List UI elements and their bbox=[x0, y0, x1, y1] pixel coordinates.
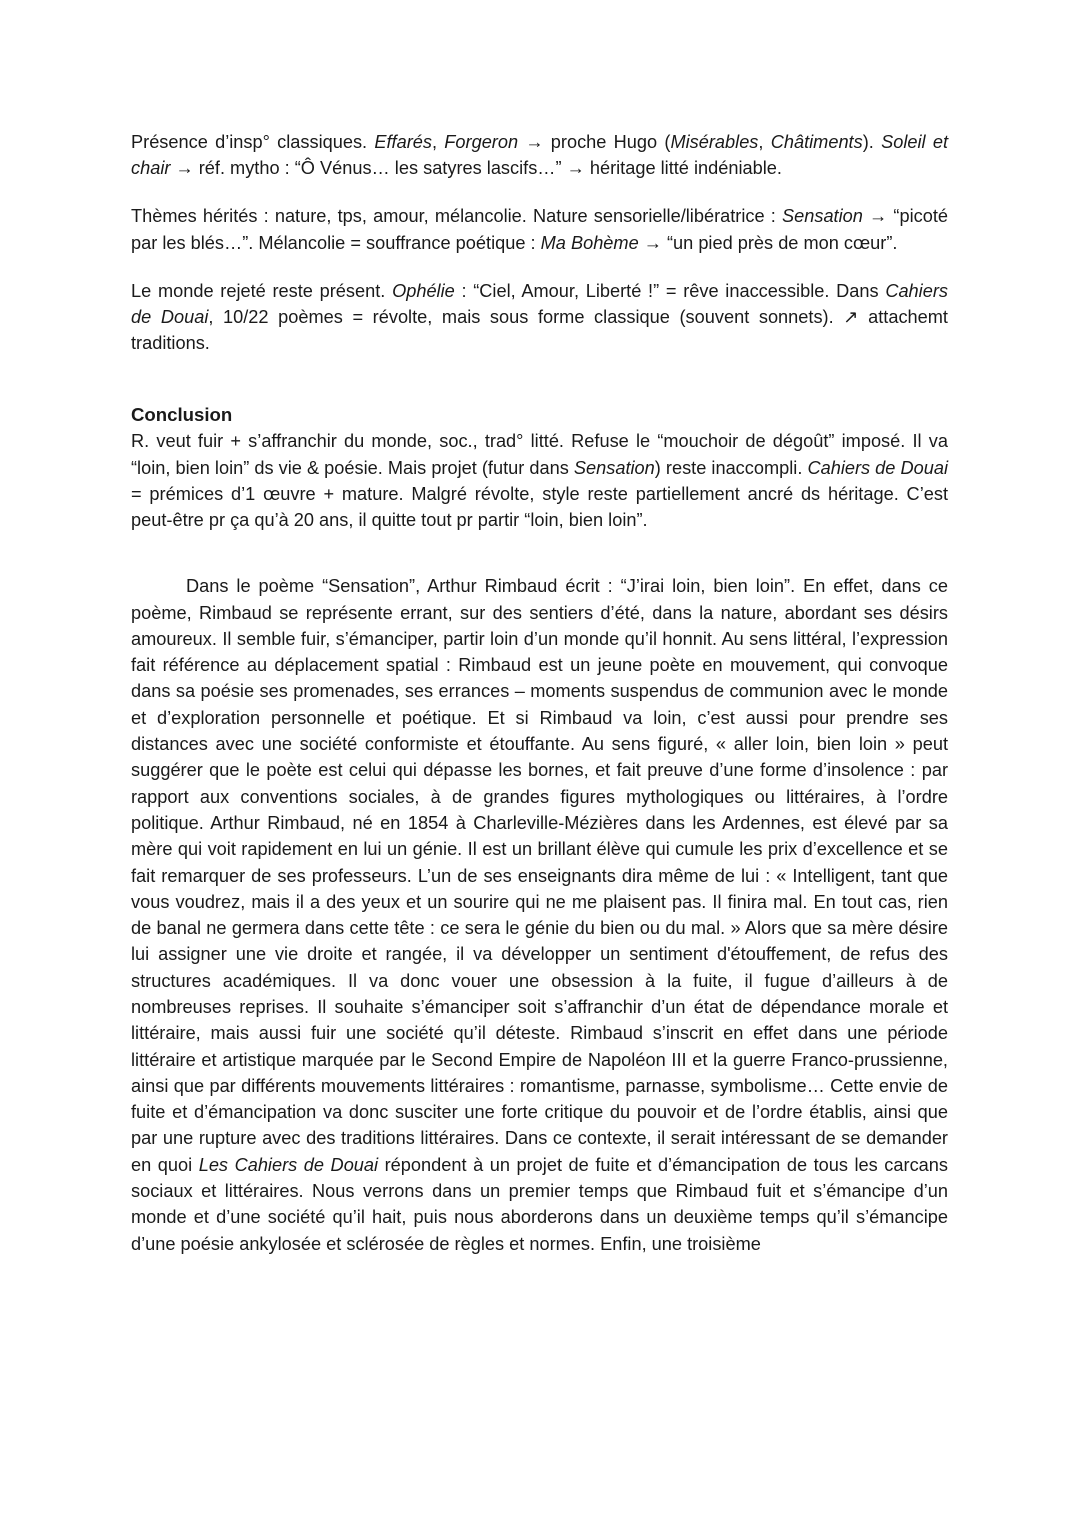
italic-title-text: Les Cahiers de Douai bbox=[198, 1154, 379, 1175]
note-paragraph-rejected-world bbox=[131, 278, 948, 357]
italic-title-text: Châtiments bbox=[770, 132, 863, 152]
italic-title-text: Sensation bbox=[573, 457, 655, 478]
italic-title-text: Effarés bbox=[374, 132, 432, 152]
italic-title-text: Soleil et chair bbox=[131, 132, 948, 179]
text-run: ). bbox=[862, 132, 882, 152]
italic-title-text: Forgeron bbox=[444, 132, 519, 152]
text-run: → “picoté par les blés…”. Mélancolie = souffrance poétique : bbox=[131, 206, 948, 253]
text-run: Dans le poème “Sensation”, Arthur Rimbaud écrit : “J’irai loin, bien loin”. En effet, dans ce poème, Rimbaud se représente errant, sur des sentiers d’été, dans la nature, abordant ses désirs amoureux. Il semble fuir, s’émanciper, partir loin d’un monde qu’il honnit. Au sens littéral, l’expression fait référence au déplacement spatial : Rimbaud est un jeune poète en mouvement, qui convoque dans sa poésie ses promenades, ses errances – moments suspendus de communion avec le monde et d’exploration personnelle et poétique. Et si Rimbaud va loin, c’est aussi pour prendre ses distances avec une société conformiste et étouffante. Au sens figuré, « aller loin, bien loin » peut suggérer que le poète est celui qui dépasse les bornes, et fait preuve d’une forme d’insolence : par rapport aux conventions sociales, à de grandes figures mythologiques ou littéraires, à l’ordre politique. Arthur Rimbaud, né en 1854 à Charleville-Mézières dans les Ardennes, est élevé par sa mère qui voit rapidement en lui un génie. Il est un brillant élève qui cumule les prix d’excellence et se fait remarquer de ses professeurs. L’un de ses enseignants dira même de lui : « Intelligent, tant que vous voudrez, mais il a des yeux et un sourire qui ne me plaisent pas. Il finira mal. En tout cas, rien de banal ne germera dans cette tête : ce sera le génie du bien ou du mal. » Alors que sa mère désire lui assigner une vie droite et rangée, il va développer un sentiment d'étouffement, de refus des structures académiques. Il va donc vouer une obsession à la fuite, il fugue d’ailleurs à de nombreuses reprises. Il souhaite s’émanciper soit s’affranchir d’un état de dépendance morale et littéraire, mais aussi fuir une société qu’il déteste. Rimbaud s’inscrit en effet dans une période littéraire et artistique marquée par le Second Empire de Napoléon III et la guerre Franco-prussienne, ainsi que par différents mouvements littéraires : romantisme, parnasse, symbolisme… Cette envie de fuite et d’émancipation va donc susciter une forte critique du pouvoir et de l’ordre établis, ainsi que par une rupture avec des traditions littéraires. Dans ce contexte, il serait intéressant de se demander en quoi bbox=[131, 576, 948, 1175]
document-page bbox=[131, 129, 948, 1257]
text-run: , 10/22 poèmes = révolte, mais sous forme classique (souvent sonnets). ↗ attachemt traditions. bbox=[131, 307, 948, 354]
text-run: Présence d’insp° classiques. bbox=[131, 132, 375, 152]
italic-title-text: Ma Bohème bbox=[540, 232, 639, 253]
text-run: → réf. mytho : “Ô Vénus… les satyres lascifs…” → héritage litté indéniable. bbox=[170, 158, 782, 179]
italic-title-text: Cahiers de Douai bbox=[807, 457, 948, 478]
notes-section bbox=[131, 129, 948, 356]
italic-title-text: Sensation bbox=[781, 206, 863, 227]
text-run: ) reste inaccompli. bbox=[654, 457, 808, 478]
italic-title-text: Misérables bbox=[670, 132, 759, 152]
conclusion-paragraph bbox=[131, 428, 948, 533]
text-run: → proche Hugo ( bbox=[518, 132, 671, 152]
text-run: = prémices d’1 œuvre + mature. Malgré révolte, style reste partiellement ancré ds héritage. C’est peut-être pr ça qu’à 20 ans, il quitte tout pr partir “loin, bien loin”. bbox=[131, 483, 948, 531]
text-run: Le monde rejeté reste présent. bbox=[131, 280, 393, 301]
text-run: Thèmes hérités : nature, tps, amour, mélancolie. Nature sensorielle/libératrice : bbox=[131, 206, 782, 227]
conclusion-section bbox=[131, 402, 948, 533]
italic-title-text: Ophélie bbox=[392, 280, 455, 301]
text-run: → “un pied près de mon cœur”. bbox=[638, 232, 898, 253]
text-run: , bbox=[431, 132, 445, 152]
text-run: R. veut fuir + s’affranchir du monde, soc., trad° litté. Refuse le “mouchoir de dégoût” imposé. Il va “loin, bien loin” ds vie & poésie. Mais projet (futur dans bbox=[131, 431, 948, 478]
conclusion-heading: Conclusion bbox=[131, 404, 233, 426]
essay-introduction-paragraph bbox=[131, 573, 948, 1257]
note-paragraph-heritage bbox=[131, 129, 948, 181]
text-run: : “Ciel, Amour, Liberté !” = rêve inaccessible. Dans bbox=[454, 280, 886, 301]
italic-title-text: Cahiers de Douai bbox=[131, 280, 948, 328]
note-paragraph-themes bbox=[131, 203, 948, 255]
text-run: , bbox=[758, 132, 771, 152]
text-run: répondent à un projet de fuite et d’émancipation de tous les carcans sociaux et littéraires. Nous verrons dans un premier temps que Rimbaud fuit et s’émancipe d’un monde et d’une société qu’il hait, puis nous aborderons dans un deuxième temps qu’il s’émancipe d’une poésie ankylosée et sclérosée de règles et normes. Enfin, une troisième bbox=[131, 1154, 948, 1254]
